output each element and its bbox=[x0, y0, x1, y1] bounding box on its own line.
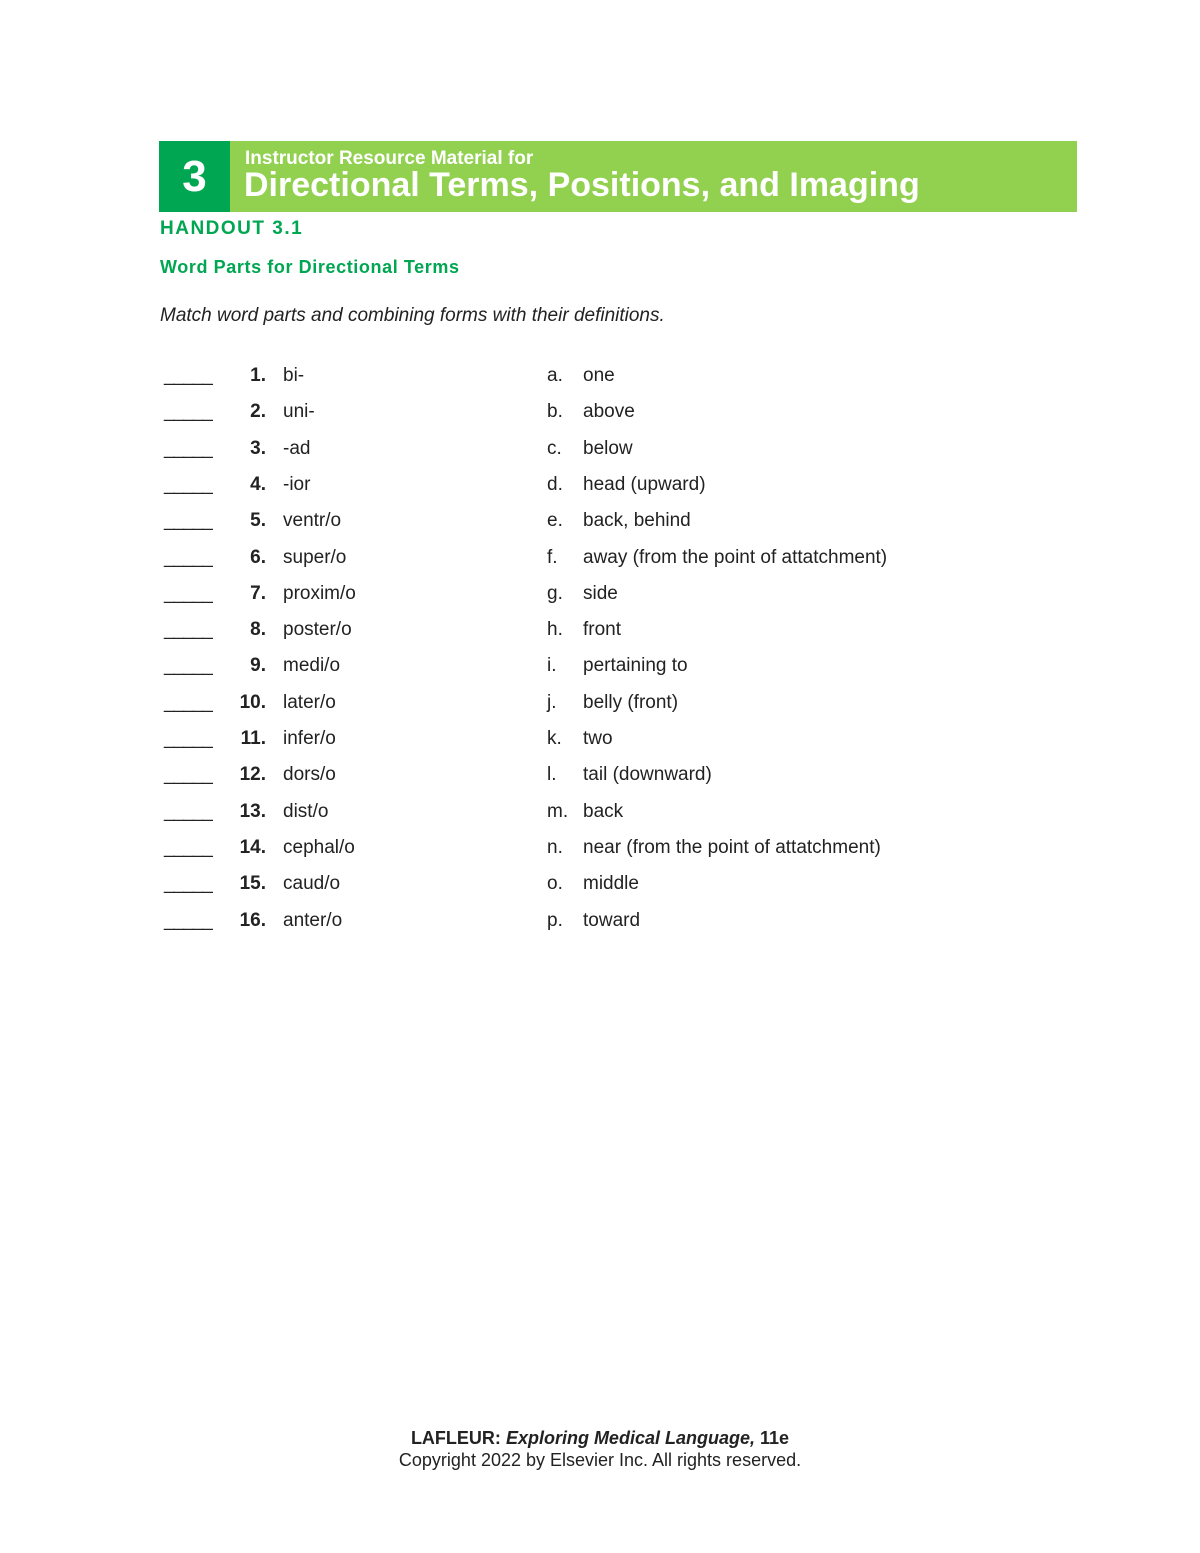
definition-letter: d. bbox=[547, 473, 563, 495]
item-number: 4. bbox=[250, 473, 266, 495]
item-number: 15. bbox=[239, 873, 266, 895]
item-number: 13. bbox=[239, 800, 266, 822]
definition-letter: l. bbox=[547, 764, 557, 786]
definition-text: middle bbox=[583, 873, 639, 895]
word-part: ventr/o bbox=[283, 510, 342, 532]
item-number: 2. bbox=[250, 401, 266, 423]
definition-letter: n. bbox=[547, 836, 563, 858]
definition-text: belly (front) bbox=[583, 691, 679, 713]
definition-text: side bbox=[583, 582, 618, 604]
definition-letter: p. bbox=[547, 909, 563, 931]
list-item bbox=[0, 725, 1200, 755]
handout-title: Word Parts for Directional Terms bbox=[160, 257, 460, 277]
chapter-number-badge: 3 bbox=[159, 141, 230, 212]
chapter-title: Directional Terms, Positions, and Imaging bbox=[244, 166, 920, 204]
word-part: uni- bbox=[283, 401, 315, 423]
definition-letter: h. bbox=[547, 619, 563, 641]
list-item bbox=[0, 398, 1200, 428]
answer-blank[interactable]: _____ bbox=[164, 873, 212, 895]
definition-letter: g. bbox=[547, 582, 563, 604]
word-part: cephal/o bbox=[283, 836, 355, 858]
definition-text: tail (downward) bbox=[583, 764, 712, 786]
footer bbox=[0, 1427, 1200, 1471]
answer-blank[interactable]: _____ bbox=[164, 619, 212, 641]
definition-letter: i. bbox=[547, 655, 557, 677]
definition-letter: c. bbox=[547, 437, 562, 459]
item-number: 10. bbox=[239, 691, 266, 713]
definition-letter: k. bbox=[547, 728, 562, 749]
answer-blank[interactable]: _____ bbox=[164, 437, 212, 459]
word-part: -ior bbox=[283, 473, 311, 495]
definition-text: pertaining to bbox=[583, 655, 688, 677]
definition-letter: f. bbox=[547, 546, 558, 568]
answer-blank[interactable]: _____ bbox=[164, 800, 212, 822]
item-number: 11. bbox=[240, 728, 266, 749]
word-part: medi/o bbox=[283, 655, 341, 677]
list-item bbox=[0, 616, 1200, 646]
word-part: super/o bbox=[283, 546, 347, 568]
list-item bbox=[0, 580, 1200, 610]
definition-text: front bbox=[583, 619, 622, 641]
item-number: 8. bbox=[250, 619, 266, 641]
item-number: 14. bbox=[239, 836, 266, 858]
list-item bbox=[0, 798, 1200, 828]
word-part: anter/o bbox=[283, 909, 343, 931]
definition-text: back bbox=[583, 800, 624, 822]
definition-text: away (from the point of attatchment) bbox=[583, 546, 888, 568]
answer-blank[interactable]: _____ bbox=[164, 546, 212, 568]
item-number: 6. bbox=[250, 546, 266, 568]
handout-label: HANDOUT 3.1 bbox=[160, 218, 304, 239]
header-subtitle: Instructor Resource Material for bbox=[245, 148, 534, 169]
list-item bbox=[0, 834, 1200, 864]
definition-text: toward bbox=[583, 909, 641, 931]
list-item bbox=[0, 689, 1200, 719]
list-item bbox=[0, 507, 1200, 537]
definition-letter: o. bbox=[547, 873, 563, 895]
answer-blank[interactable]: _____ bbox=[164, 401, 212, 423]
item-number: 12. bbox=[239, 764, 266, 786]
list-item bbox=[0, 544, 1200, 574]
item-number: 1. bbox=[250, 365, 266, 386]
answer-blank[interactable]: _____ bbox=[164, 473, 212, 495]
word-part: dist/o bbox=[283, 800, 329, 822]
answer-blank[interactable]: _____ bbox=[164, 365, 212, 386]
word-part: infer/o bbox=[283, 728, 336, 749]
definition-letter: m. bbox=[547, 800, 569, 822]
answer-blank[interactable]: _____ bbox=[164, 582, 212, 604]
word-part: -ad bbox=[283, 437, 311, 459]
footer-copyright: Copyright 2022 by Elsevier Inc. All rights reserved. bbox=[398, 1450, 802, 1470]
list-item bbox=[0, 362, 1200, 392]
definition-text: above bbox=[583, 401, 635, 423]
footer-edition: 11e bbox=[760, 1428, 790, 1448]
answer-blank[interactable]: _____ bbox=[164, 728, 212, 749]
item-number: 3. bbox=[250, 437, 266, 459]
definition-letter: b. bbox=[547, 401, 563, 423]
definition-letter: a. bbox=[547, 365, 563, 386]
definition-text: back, behind bbox=[583, 510, 691, 532]
word-part: later/o bbox=[283, 691, 336, 713]
definition-text: below bbox=[583, 437, 633, 459]
answer-blank[interactable]: _____ bbox=[164, 655, 212, 677]
item-number: 9. bbox=[250, 655, 266, 677]
answer-blank[interactable]: _____ bbox=[164, 836, 212, 858]
definition-letter: e. bbox=[547, 510, 563, 532]
item-number: 16. bbox=[239, 909, 266, 931]
answer-blank[interactable]: _____ bbox=[164, 691, 212, 713]
list-item bbox=[0, 870, 1200, 900]
list-item bbox=[0, 652, 1200, 682]
word-part: dors/o bbox=[283, 764, 336, 786]
definition-text: near (from the point of attatchment) bbox=[583, 836, 881, 858]
definition-letter: j. bbox=[547, 691, 557, 713]
list-item bbox=[0, 907, 1200, 937]
answer-blank[interactable]: _____ bbox=[164, 510, 212, 532]
item-number: 7. bbox=[250, 582, 266, 604]
word-part: proxim/o bbox=[283, 582, 356, 604]
definition-text: head (upward) bbox=[583, 473, 706, 495]
list-item bbox=[0, 761, 1200, 791]
definition-text: one bbox=[583, 365, 615, 386]
answer-blank[interactable]: _____ bbox=[164, 764, 212, 786]
instructions: Match word parts and combining forms with their definitions. bbox=[160, 305, 665, 326]
word-part: poster/o bbox=[283, 619, 352, 641]
list-item bbox=[0, 471, 1200, 501]
word-part: caud/o bbox=[283, 873, 341, 895]
footer-citation bbox=[0, 1427, 1200, 1449]
footer-author: LAFLEUR: bbox=[410, 1428, 501, 1448]
answer-blank[interactable]: _____ bbox=[164, 909, 212, 931]
footer-book-title: Exploring Medical Language, bbox=[505, 1428, 755, 1448]
item-number: 5. bbox=[250, 510, 266, 532]
word-part: bi- bbox=[283, 365, 305, 386]
definition-text: two bbox=[583, 728, 613, 749]
list-item bbox=[0, 435, 1200, 465]
